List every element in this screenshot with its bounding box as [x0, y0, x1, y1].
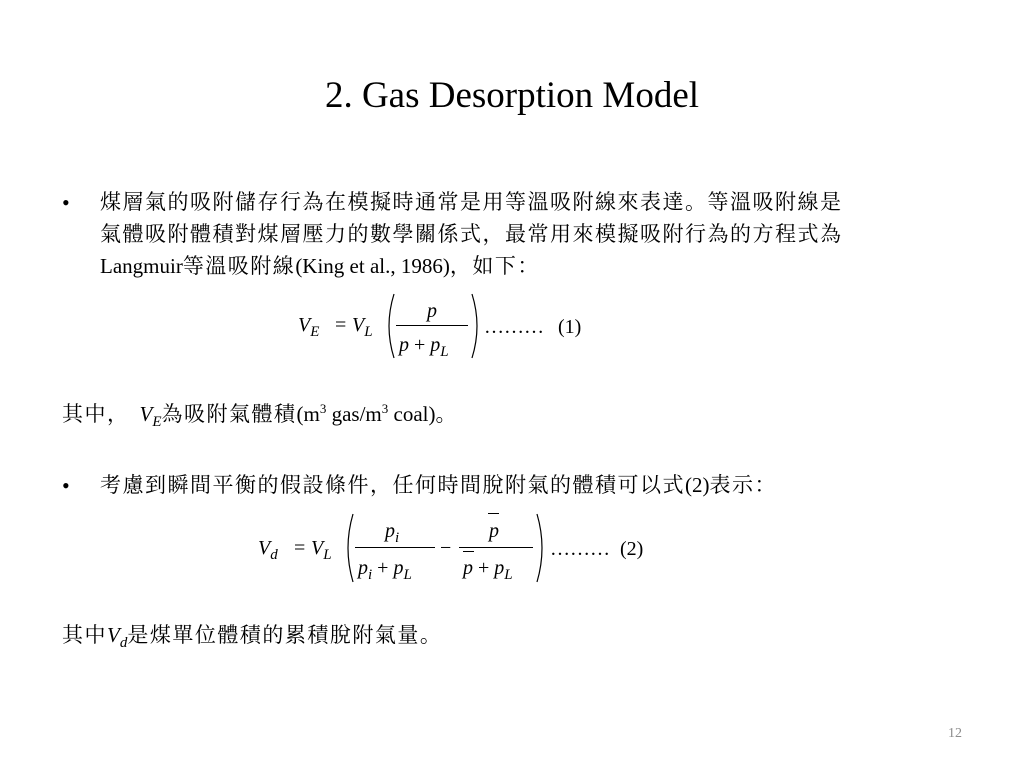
eq2-fraction-bar-2: [459, 547, 533, 548]
eq2-mean-bar-denominator: [463, 551, 474, 552]
eq1-numerator: p: [427, 300, 437, 322]
eq1-lhs: $V_E$: [298, 314, 320, 340]
bullet1-line3-end: ，如下：: [449, 254, 540, 278]
page-number: 12: [948, 726, 962, 741]
eq2-number: (2): [620, 538, 644, 560]
eq2-numerator-2: p: [489, 520, 499, 542]
eq1-coefficient: $V_L$: [352, 314, 373, 340]
langmuir-text: Langmuir: [100, 254, 183, 278]
isotherm-text: 等溫吸附線: [182, 254, 296, 278]
bullet2-paragraph: 考慮到瞬間平衡的假設條件，任何時間脫附氣的體積可以式(2)表示：: [100, 473, 777, 497]
definition-vd: 其中$V_d$是煤單位體積的累積脫附氣量。: [62, 623, 443, 651]
eq2-fraction-bar-1: [355, 547, 435, 548]
bullet1-line1: 煤層氣的吸附儲存行為在模擬時通常是用等溫吸附線來表達。等溫吸附線是: [100, 190, 843, 214]
eq2-numerator-1: $p_i$: [385, 520, 400, 546]
eq2-denominator-1: $p_i + p_L$: [358, 557, 412, 583]
eq2-dots: ………: [550, 538, 610, 560]
eq2-minus: −: [440, 537, 452, 559]
eq2-mean-bar-numerator: [488, 513, 499, 514]
eq2-left-paren: [343, 513, 355, 583]
bullet-marker: •: [62, 190, 70, 215]
definition-ve: 其中， $V_E$為吸附氣體積($m^3$ gas/$m^3$ coal)。: [62, 401, 458, 430]
eq2-equals: =: [294, 537, 306, 559]
eq1-denominator: $p + p_L$: [399, 334, 449, 360]
slide-title: 2. Gas Desorption Model: [324, 75, 700, 116]
bullet-marker: •: [62, 473, 70, 498]
citation: (King et al., 1986): [295, 254, 450, 278]
eq2-right-paren: [535, 513, 547, 583]
bullet1-line2: 氣體吸附體積對煤層壓力的數學關係式，最常用來模擬吸附行為的方程式為: [100, 222, 843, 246]
eq1-dots: ………: [484, 316, 544, 338]
eq2-coefficient: $V_L$: [311, 537, 332, 563]
eq1-equals: =: [335, 314, 347, 336]
eq2-denominator-2: $p + p_L$: [463, 557, 513, 583]
eq1-number: (1): [558, 316, 582, 338]
eq2-lhs: $V_d$: [258, 537, 278, 563]
